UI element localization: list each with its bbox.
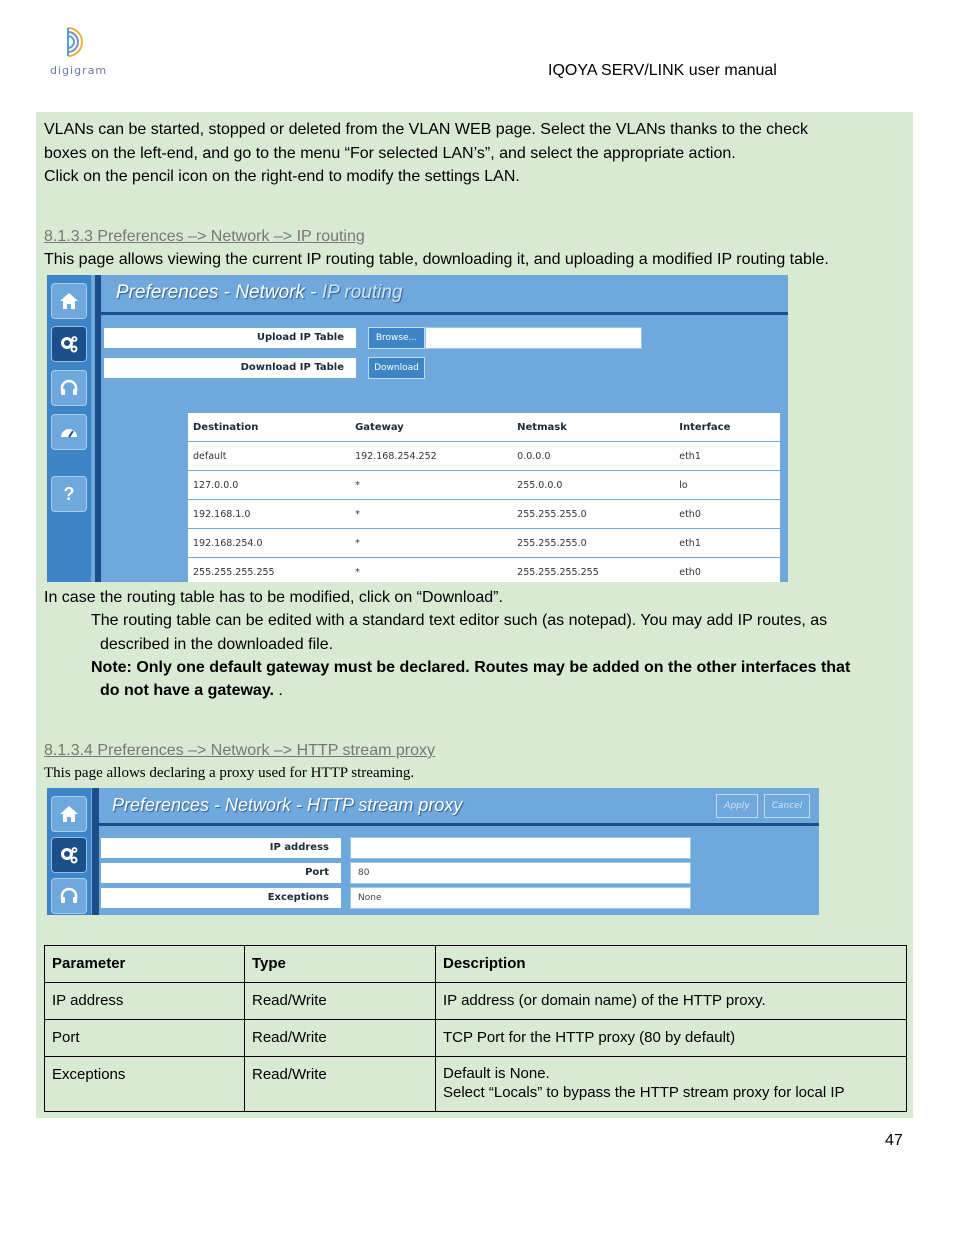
cell: Read/Write (245, 983, 436, 1020)
download-instruction: In case the routing table has to be modified, click on “Download”. (44, 589, 503, 606)
intro-line: VLANs can be started, stopped or deleted from the VLAN WEB page. Select the VLANs thanks to the check (44, 121, 808, 138)
help-icon[interactable]: ? (51, 476, 87, 512)
column-header: Interface (674, 413, 780, 442)
cell: eth0 (674, 558, 780, 583)
shot-page-title: Preferences - Network - HTTP stream proxy (112, 795, 463, 815)
cell: * (350, 471, 512, 500)
note-tail: . (273, 682, 283, 699)
cell: Read/Write (245, 1057, 436, 1112)
home-icon[interactable] (51, 283, 87, 319)
cell: * (350, 529, 512, 558)
upload-file-input[interactable] (425, 327, 642, 349)
sidebar (47, 275, 91, 582)
routing-table (188, 413, 780, 582)
table-row (45, 1020, 907, 1057)
cell: * (350, 558, 512, 583)
cell: default (188, 442, 350, 471)
cell: 0.0.0.0 (512, 442, 674, 471)
exceptions-input[interactable]: None (350, 887, 691, 909)
edit-instruction-1: The routing table can be edited with a standard text editor such (as notepad). You may add IP routes, as (91, 612, 828, 629)
ip-routing-heading-link[interactable]: 8.1.3.3 Preferences –> Network –> IP routing (44, 228, 365, 245)
column-header: Parameter (45, 946, 245, 983)
document-title: IQOYA SERV/LINK user manual (548, 62, 777, 79)
title-divider (99, 823, 819, 826)
cell: Port (45, 1020, 245, 1057)
download-button[interactable]: Download (368, 357, 425, 379)
ip-routing-screenshot (47, 275, 788, 582)
cell: TCP Port for the HTTP proxy (80 by default) (436, 1020, 907, 1057)
cell: lo (674, 471, 780, 500)
column-header: Gateway (350, 413, 512, 442)
table-row (45, 1057, 907, 1112)
gear-icon[interactable] (51, 326, 87, 362)
cell: Exceptions (45, 1057, 245, 1112)
dashboard-icon[interactable] (51, 414, 87, 450)
digigram-logo-mark-icon (48, 24, 108, 64)
intro-line: Click on the pencil icon on the right-end to modify the settings LAN. (44, 168, 520, 185)
intro-paragraph (44, 118, 808, 189)
column-header: Description (436, 946, 907, 983)
port-label: Port (101, 863, 341, 883)
cell: IP address (or domain name) of the HTTP proxy. (436, 983, 907, 1020)
column-header: Destination (188, 413, 350, 442)
description-line: Default is None. (443, 1065, 550, 1082)
note-bold: do not have a gateway. (100, 682, 274, 699)
headphones-icon[interactable] (51, 370, 87, 406)
column-header: Type (245, 946, 436, 983)
cell: IP address (45, 983, 245, 1020)
cancel-button[interactable]: Cancel (764, 794, 810, 818)
http-proxy-description: This page allows declaring a proxy used for HTTP streaming. (44, 765, 415, 781)
cell: 192.168.254.0 (188, 529, 350, 558)
table-row (45, 983, 907, 1020)
edit-instruction-2: described in the downloaded file. (100, 636, 334, 653)
cell: 255.0.0.0 (512, 471, 674, 500)
gear-icon[interactable] (51, 837, 87, 873)
apply-button[interactable]: Apply (716, 794, 758, 818)
title-main: Preferences - Network - (116, 282, 322, 303)
ip-address-input[interactable] (350, 837, 691, 859)
home-icon[interactable] (51, 796, 87, 832)
column-header: Netmask (512, 413, 674, 442)
cell: 255.255.255.255 (512, 558, 674, 583)
routing-table-header (188, 413, 780, 442)
title-divider (101, 312, 788, 315)
cell (436, 1057, 907, 1112)
exceptions-label: Exceptions (101, 888, 341, 908)
sidebar-divider (95, 275, 101, 582)
cell: 255.255.255.0 (512, 529, 674, 558)
page-number: 47 (885, 1132, 903, 1149)
cell: 127.0.0.0 (188, 471, 350, 500)
sidebar-divider (92, 788, 99, 915)
upload-ip-table-label: Upload IP Table (104, 328, 356, 348)
parameter-table (44, 945, 907, 1112)
parameter-table-header (45, 946, 907, 983)
table-row (188, 529, 780, 558)
http-proxy-screenshot (47, 788, 819, 915)
shot-page-title (116, 282, 403, 304)
browse-button[interactable]: Browse... (368, 327, 425, 349)
headphones-icon[interactable] (51, 878, 87, 914)
cell: Read/Write (245, 1020, 436, 1057)
note-line-2 (100, 679, 283, 703)
cell: 255.255.255.0 (512, 500, 674, 529)
cell: 192.168.1.0 (188, 500, 350, 529)
digigram-logo (48, 24, 118, 80)
table-row (188, 500, 780, 529)
cell: 255.255.255.255 (188, 558, 350, 583)
description-line: Select “Locals” to bypass the HTTP stream proxy for local IP (443, 1084, 845, 1101)
table-row (188, 471, 780, 500)
ip-address-label: IP address (101, 838, 341, 858)
cell: eth1 (674, 442, 780, 471)
sidebar (47, 788, 91, 915)
cell: eth1 (674, 529, 780, 558)
note-line-1: Note: Only one default gateway must be declared. Routes may be added on the other interfaces that (91, 659, 851, 676)
http-proxy-heading-link[interactable]: 8.1.3.4 Preferences –> Network –> HTTP stream proxy (44, 742, 435, 759)
table-row (188, 558, 780, 583)
port-input[interactable]: 80 (350, 862, 691, 884)
table-row (188, 442, 780, 471)
title-sub: IP routing (321, 282, 403, 303)
ip-routing-description: This page allows viewing the current IP routing table, downloading it, and uploading a modified IP routing table. (44, 251, 829, 268)
intro-line: boxes on the left-end, and go to the menu “For selected LAN’s”, and select the appropriate action. (44, 144, 736, 162)
download-ip-table-label: Download IP Table (104, 358, 356, 378)
cell: eth0 (674, 500, 780, 529)
cell: * (350, 500, 512, 529)
logo-wordmark: digigram (50, 64, 108, 77)
cell: 192.168.254.252 (350, 442, 512, 471)
